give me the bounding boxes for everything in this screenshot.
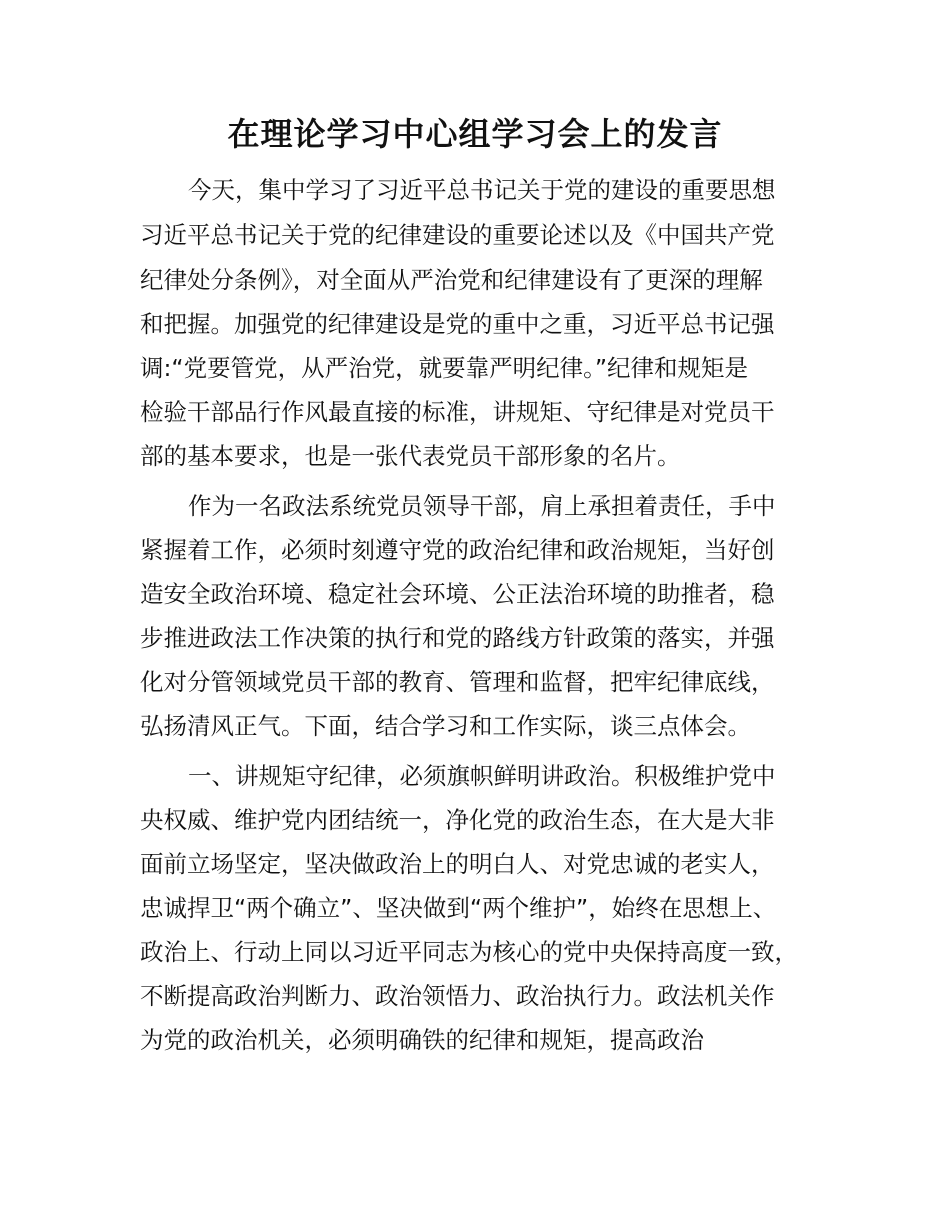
text-line: 政治上、行动上同以习近平同志为核心的党中央保持高度一致， xyxy=(140,938,798,966)
text-line: 弘扬清风正气。下面，结合学习和工作实际，谈三点体会。 xyxy=(140,712,751,740)
text-line: 作为一名政法系统党员领导干部，肩上承担着责任，手中 xyxy=(188,492,776,520)
text-line: 调:“党要管党，从严治党，就要靠严明纪律。”纪律和规矩是 xyxy=(140,354,749,382)
text-line: 为党的政治机关，必须明确铁的纪律和规矩，提高政治 xyxy=(140,1026,704,1054)
text-line: 习近平总书记关于党的纪律建设的重要论述以及《中国共产党 xyxy=(140,221,775,249)
text-line: 部的基本要求，也是一张代表党员干部形象的名片。 xyxy=(140,442,681,470)
text-line: 一、讲规矩守纪律，必须旗帜鲜明讲政治。积极维护党中 xyxy=(188,762,776,790)
text-line: 不断提高政治判断力、政治领悟力、政治执行力。政法机关作 xyxy=(140,982,775,1010)
text-line: 化对分管领域党员干部的教育、管理和监督，把牢纪律底线， xyxy=(140,668,775,696)
text-line: 面前立场坚定，坚决做政治上的明白人、对党忠诚的老实人， xyxy=(140,850,775,878)
text-line: 和把握。加强党的纪律建设是党的重中之重，习近平总书记强 xyxy=(140,310,775,338)
text-line: 今天，集中学习了习近平总书记关于党的建设的重要思想 xyxy=(188,176,776,204)
text-line: 央权威、维护党内团结统一，净化党的政治生态，在大是大非 xyxy=(140,806,775,834)
text-line: 造安全政治环境、稳定社会环境、公正法治环境的助推者，稳 xyxy=(140,580,775,608)
text-line: 紧握着工作，必须时刻遵守党的政治纪律和政治规矩，当好创 xyxy=(140,536,775,564)
text-line: 检验干部品行作风最直接的标准，讲规矩、守纪律是对党员干 xyxy=(140,398,775,426)
text-line: 步推进政法工作决策的执行和党的路线方针政策的落实，并强 xyxy=(140,624,775,652)
text-line: 忠诚捍卫“两个确立”、坚决做到“两个维护”，始终在思想上、 xyxy=(140,894,777,922)
page-title: 在理论学习中心组学习会上的发言 xyxy=(227,115,723,153)
text-line: 纪律处分条例》，对全面从严治党和纪律建设有了更深的理解 xyxy=(140,266,763,294)
